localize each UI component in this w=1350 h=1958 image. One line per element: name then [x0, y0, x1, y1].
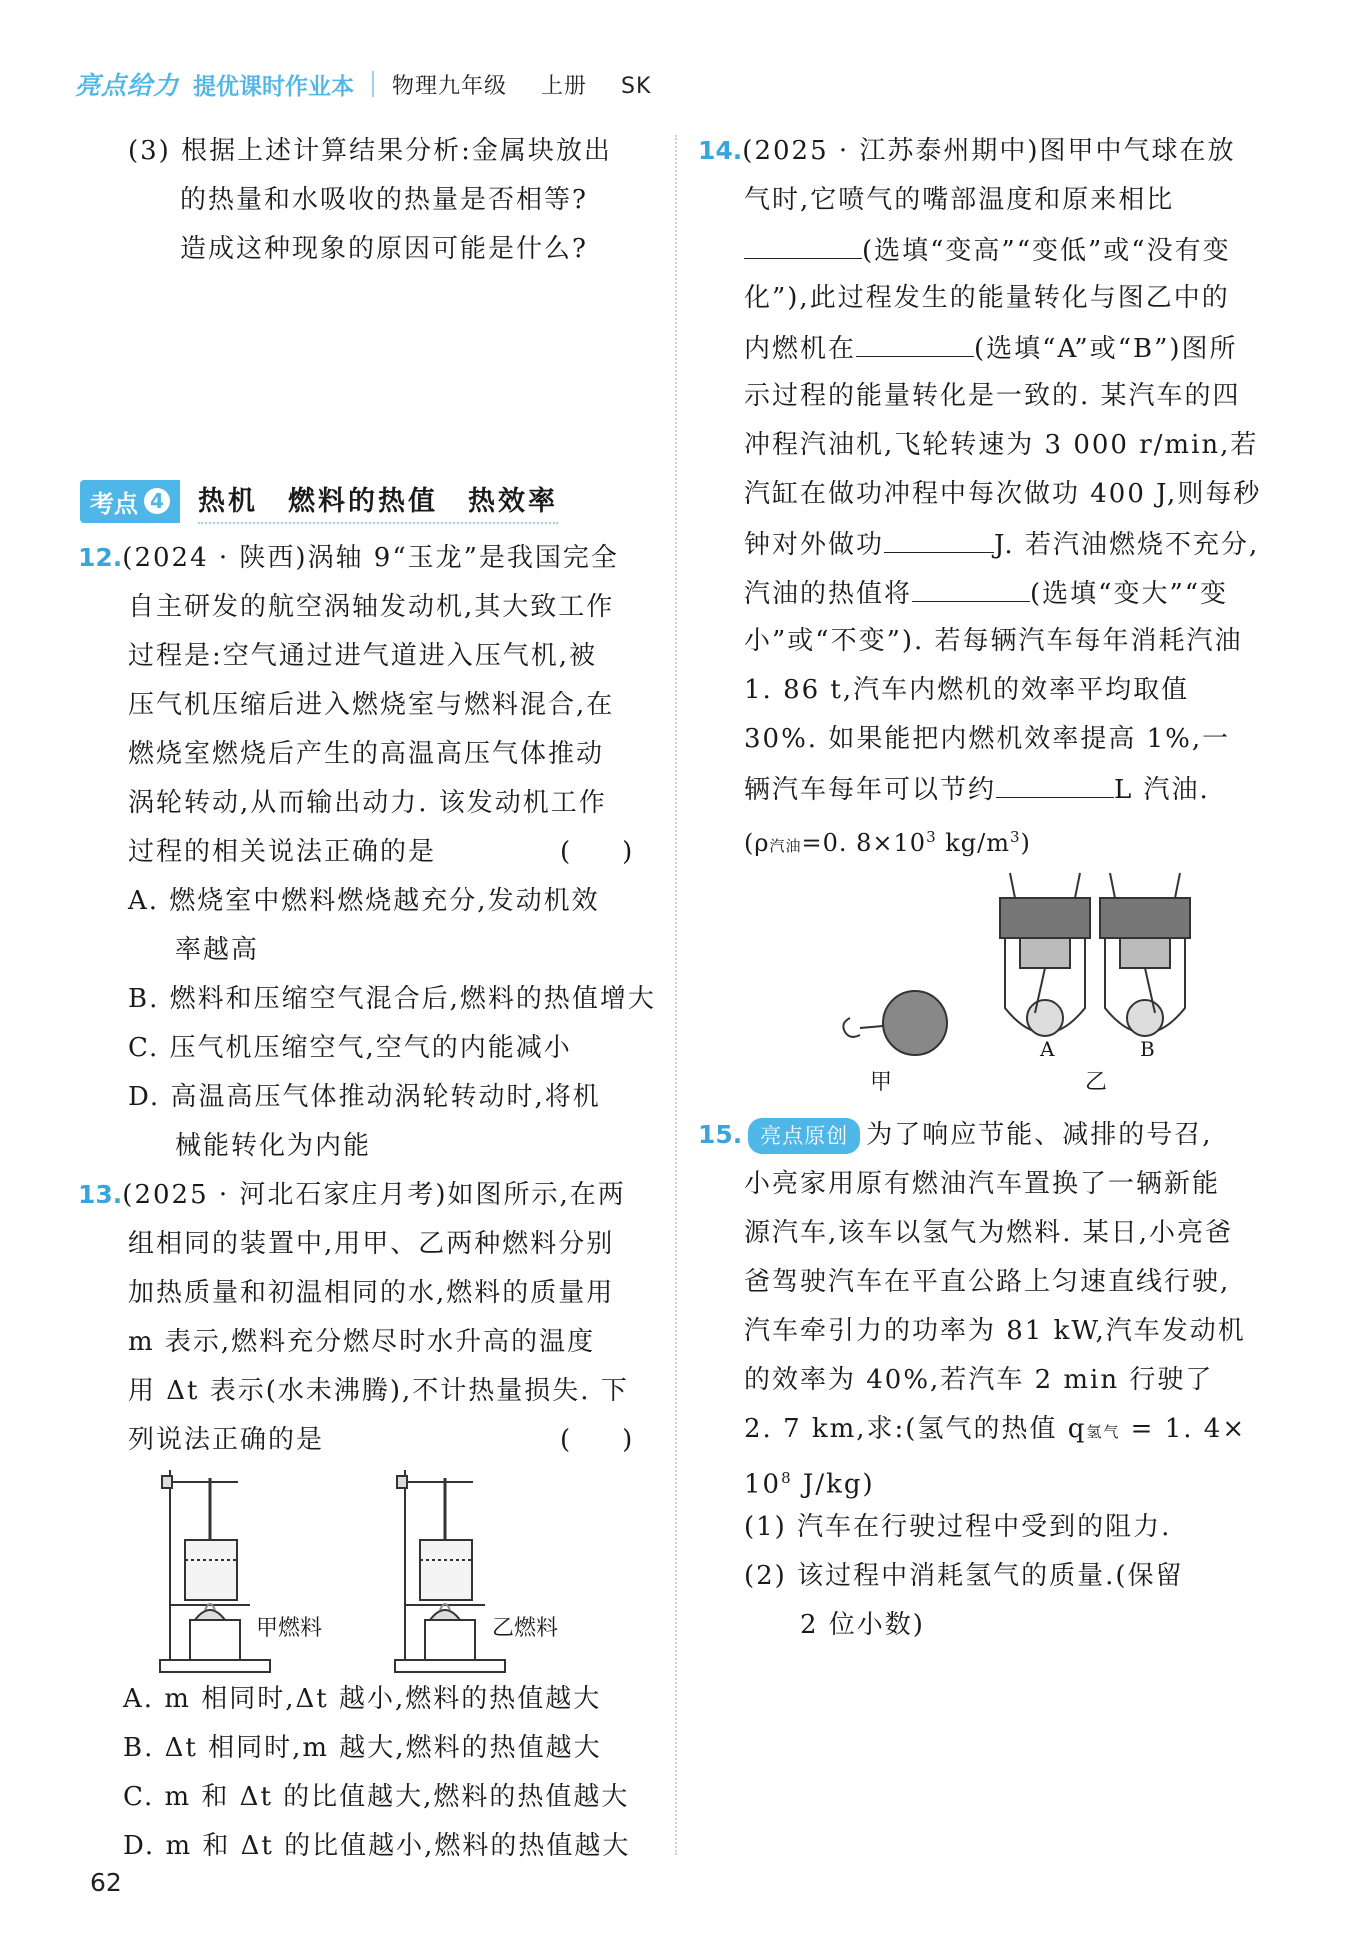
- question-number: 13.: [78, 1180, 123, 1209]
- book-subtitle: 提优课时作业本: [193, 73, 355, 100]
- header-info: [392, 69, 677, 100]
- q12-text: (2024 · 陕西)涡轴 9“玉龙”是我国完全: [122, 543, 619, 573]
- option-a[interactable]: A. m 相同时,Δt 越小,燃料的热值越大: [123, 1684, 602, 1714]
- q12-line: 过程是:空气通过进气道进入压气机,被: [128, 641, 598, 671]
- fig-label-yi: 乙: [1085, 1070, 1108, 1095]
- q13-text: (2025 · 河北石家庄月考)如图所示,在两: [122, 1180, 626, 1210]
- original-badge: 亮点原创: [748, 1118, 860, 1154]
- fig-label-b: B: [1140, 1037, 1155, 1061]
- answer-paren[interactable]: ( ): [560, 1425, 633, 1455]
- q12-line: 自主研发的航空涡轴发动机,其大致工作: [128, 592, 615, 622]
- q14-line: 30%. 如果能把内燃机效率提高 1%,一: [744, 724, 1231, 754]
- q15-line: 汽车牵引力的功率为 81 kW,汽车发动机: [744, 1316, 1246, 1346]
- section-tag: [80, 480, 180, 523]
- section-tag-label: 考点: [90, 489, 138, 518]
- question-number: 15.: [698, 1120, 743, 1149]
- q11-part3-line: (3) 根据上述计算结果分析:金属块放出: [128, 136, 612, 166]
- answer-blank[interactable]: [744, 232, 862, 259]
- q15-part2-cont: 2 位小数): [800, 1610, 925, 1640]
- header-divider: [372, 71, 374, 97]
- q12-line: 过程的相关说法正确的是: [128, 837, 437, 867]
- fig-label-jia: 甲: [870, 1070, 893, 1095]
- apparatus-yi: [395, 1470, 505, 1672]
- section-title: 热机 燃料的热值 热效率: [198, 479, 558, 524]
- option-d-cont: 械能转化为内能: [175, 1131, 372, 1161]
- edition-label: SK: [621, 73, 652, 99]
- q13-line: m 表示,燃料充分燃尽时水升高的温度: [128, 1327, 596, 1357]
- apparatus-jia: [160, 1470, 270, 1672]
- option-a[interactable]: A. 燃烧室中燃料燃烧越充分,发动机效: [128, 886, 600, 916]
- page-number: 62: [90, 1868, 122, 1897]
- answer-blank[interactable]: [912, 575, 1030, 602]
- q12-line: 燃烧室燃烧后产生的高温高压气体推动: [128, 739, 605, 769]
- q15-line: 爸驾驶汽车在平直公路上匀速直线行驶,: [744, 1267, 1231, 1297]
- question-number: 14.: [698, 136, 743, 165]
- q15-line: 2. 7 km,求:(氢气的热值 q氢气 = 1. 4×: [744, 1414, 1247, 1444]
- q15-line: $10^8$ J/kg): [744, 1469, 875, 1500]
- option-d[interactable]: D. m 和 Δt 的比值越小,燃料的热值越大: [123, 1831, 631, 1861]
- brand-logo: 亮点给力: [75, 71, 180, 100]
- q13-line: 用 Δt 表示(水未沸腾),不计热量损失. 下: [128, 1376, 629, 1406]
- q14-line: 1. 86 t,汽车内燃机的效率平均取值: [744, 675, 1190, 705]
- q15-part2: (2) 该过程中消耗氢气的质量.(保留: [744, 1561, 1184, 1591]
- q14-line: 小”或“不变”). 若每辆汽车每年消耗汽油: [744, 626, 1243, 656]
- q14-line: 气时,它喷气的嘴部温度和原来相比: [744, 185, 1175, 215]
- section-header: [80, 478, 558, 524]
- q13-line: 列说法正确的是: [128, 1425, 325, 1455]
- subject-label: 物理九年级: [392, 73, 508, 99]
- q14-text: (2025 · 江苏泰州期中)图甲中气球在放: [742, 136, 1236, 166]
- fig-label-jia-fuel: 甲燃料: [256, 1616, 323, 1641]
- q12-line: 涡轮转动,从而输出动力. 该发动机工作: [128, 788, 607, 818]
- option-b[interactable]: B. 燃料和压缩空气混合后,燃料的热值增大: [128, 984, 656, 1014]
- q13-line: 组相同的装置中,用甲、乙两种燃料分别: [128, 1229, 615, 1259]
- q15-part1: (1) 汽车在行驶过程中受到的阻力.: [744, 1512, 1172, 1542]
- option-d[interactable]: D. 高温高压气体推动涡轮转动时,将机: [128, 1082, 601, 1112]
- q14-line: 化”),此过程发生的能量转化与图乙中的: [744, 283, 1230, 313]
- engine-a: [1000, 873, 1090, 1036]
- q14-line: 钟对外做功 J. 若汽油燃烧不充分,: [744, 526, 1259, 562]
- balloon: [843, 991, 947, 1055]
- q14-line: 汽油的热值将 (选填“变大”“变: [744, 575, 1228, 611]
- option-c[interactable]: C. m 和 Δt 的比值越大,燃料的热值越大: [123, 1782, 630, 1812]
- q14-line: (选填“变高”“变低”或“没有变: [744, 232, 1231, 268]
- q14-line: 示过程的能量转化是一致的. 某汽车的四: [744, 381, 1241, 411]
- option-a-cont: 率越高: [175, 935, 260, 965]
- q14-line: 汽缸在做功冲程中每次做功 400 J,则每秒: [744, 479, 1262, 509]
- option-b[interactable]: B. Δt 相同时,m 越大,燃料的热值越大: [123, 1733, 602, 1763]
- volume-label: 上册: [541, 73, 588, 99]
- option-c[interactable]: C. 压气机压缩空气,空气的内能减小: [128, 1033, 572, 1063]
- page-header: [75, 64, 677, 104]
- answer-blank[interactable]: [996, 771, 1114, 798]
- engine-b: [1100, 873, 1190, 1036]
- q14-line: 内燃机在 (选填“A”或“B”)图所: [744, 330, 1238, 366]
- q12-line: 压气机压缩后进入燃烧室与燃料混合,在: [128, 690, 615, 720]
- section-number: 4: [144, 488, 170, 514]
- q14-line: 冲程汽油机,飞轮转速为 3 000 r/min,若: [744, 430, 1259, 460]
- fig-label-a: A: [1040, 1037, 1055, 1061]
- fig-label-yi-fuel: 乙燃料: [492, 1616, 559, 1641]
- q14-first-line: [698, 134, 1236, 168]
- q15-line: 的效率为 40%,若汽车 2 min 行驶了: [744, 1365, 1214, 1395]
- question-number: 12.: [78, 543, 123, 572]
- q15-text: 为了响应节能、减排的号召,: [866, 1120, 1213, 1150]
- q13-line: 加热质量和初温相同的水,燃料的质量用: [128, 1278, 615, 1308]
- answer-paren[interactable]: ( ): [560, 837, 633, 867]
- answer-blank[interactable]: [884, 526, 994, 553]
- q11-part3-line: 造成这种现象的原因可能是什么?: [180, 234, 588, 264]
- q12-first-line: [78, 541, 619, 575]
- q15-line: 小亮家用原有燃油汽车置换了一辆新能: [744, 1169, 1221, 1199]
- q15-line: 源汽车,该车以氢气为燃料. 某日,小亮爸: [744, 1218, 1234, 1248]
- heating-apparatus-figure: [150, 1460, 580, 1680]
- column-divider: [675, 135, 677, 1855]
- q13-first-line: [78, 1178, 626, 1212]
- answer-blank[interactable]: [856, 330, 974, 357]
- q11-part3-line: 的热量和水吸收的热量是否相等?: [180, 185, 588, 215]
- q15-first-line: [698, 1118, 1213, 1154]
- q14-line: 辆汽车每年可以节约 L 汽油.: [744, 771, 1210, 807]
- gasoline-density: (ρ汽油=0. $8\times 10^3$ $kg/m^3$): [744, 828, 1031, 857]
